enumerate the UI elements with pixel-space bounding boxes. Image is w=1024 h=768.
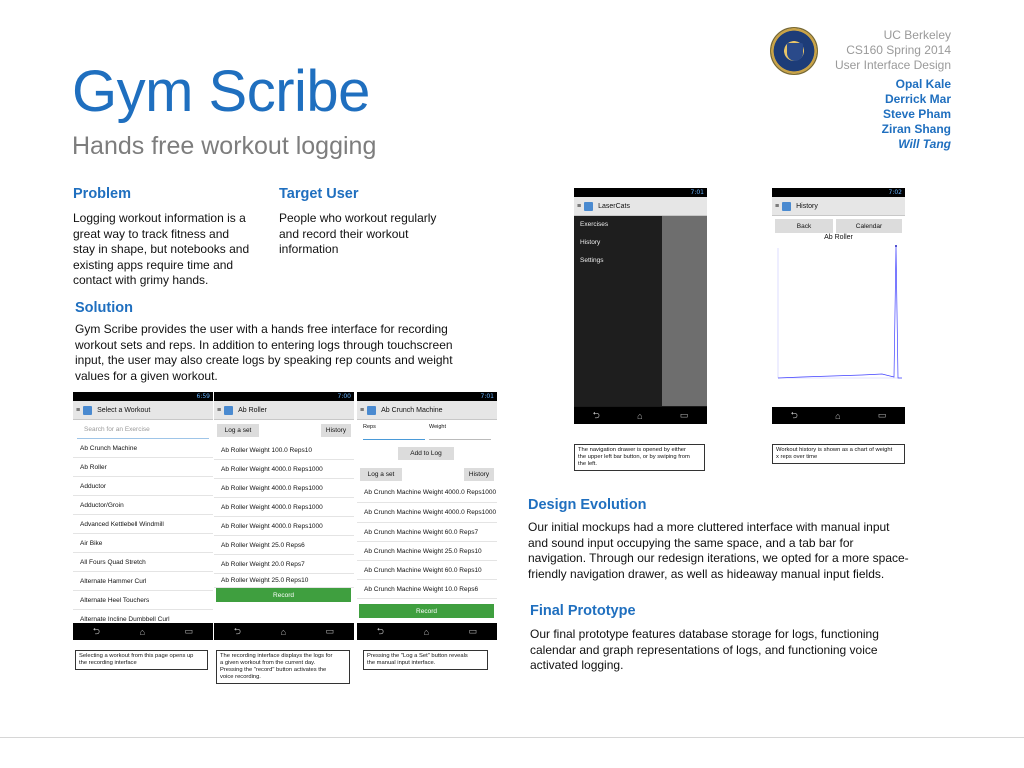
log-entry: Ab Crunch Machine Weight 4000.0 Reps1000 — [357, 503, 497, 523]
add-to-log-button[interactable]: Add to Log — [398, 447, 454, 460]
text-line: and sound input occupying the same space, and a tab bar for — [528, 535, 854, 550]
home-icon[interactable]: ⌂ — [835, 410, 841, 421]
solution-heading: Solution — [75, 300, 133, 316]
list-item[interactable]: Alternate Hammer Curl — [73, 572, 213, 591]
menu-icon[interactable]: ≡ — [577, 202, 582, 210]
screenshot-nav-drawer — [574, 188, 707, 424]
android-nav-bar — [214, 623, 354, 640]
text-line: calendar and graph representations of logs, and functioning voice — [530, 642, 878, 657]
recents-icon[interactable]: ▭ — [679, 410, 689, 420]
recents-icon[interactable]: ▭ — [877, 410, 887, 420]
clock: 7:01 — [690, 189, 704, 196]
status-bar — [772, 188, 905, 197]
authors-block — [882, 77, 951, 152]
screenshot-ab-roller — [214, 392, 354, 640]
list-item[interactable]: Ab Roller — [73, 458, 213, 477]
android-nav-bar — [772, 407, 905, 424]
status-bar — [357, 392, 497, 401]
action-bar — [357, 401, 497, 420]
text-line: existing apps require time and — [73, 257, 234, 272]
list-item[interactable]: Adductor — [73, 477, 213, 496]
list-item[interactable]: Alternate Incline Dumbbell Curl — [73, 610, 213, 629]
poster-title: Gym Scribe — [72, 59, 370, 124]
caption-ab-crunch — [363, 650, 488, 670]
log-a-set-button[interactable]: Log a set — [360, 468, 402, 481]
caption-line: The navigation drawer is opened by either — [578, 447, 686, 453]
drawer-item[interactable]: Exercises — [580, 221, 609, 228]
list-item[interactable]: Air Bike — [73, 534, 213, 553]
log-entry: Ab Roller Weight 25.0 Reps10 — [214, 574, 354, 588]
android-nav-bar — [357, 623, 497, 640]
menu-icon[interactable]: ≡ — [775, 202, 780, 210]
caption-history — [772, 444, 905, 464]
text-line: activated logging. — [530, 658, 624, 672]
caption-line: Pressing the "Log a Set" button reveals — [367, 653, 468, 659]
institution-block — [835, 28, 951, 73]
list-item[interactable]: All Fours Quad Stretch — [73, 553, 213, 572]
log-list — [357, 483, 497, 599]
log-entry: Ab Crunch Machine Weight 4000.0 Reps1000 — [357, 483, 497, 503]
android-nav-bar — [73, 623, 213, 640]
institution-line: UC Berkeley — [883, 28, 951, 42]
text-line: Logging workout information is a — [73, 211, 246, 225]
text-line: Gym Scribe provides the user with a hands free interface for recording — [75, 322, 448, 336]
back-icon[interactable]: ⮌ — [233, 625, 242, 636]
weight-label: Weight — [429, 424, 447, 430]
author-name: Ziran Shang — [881, 122, 951, 136]
app-icon — [584, 202, 593, 211]
log-entry: Ab Crunch Machine Weight 60.0 Reps10 — [357, 561, 497, 580]
caption-line: the manual input interface. — [367, 660, 436, 666]
back-icon[interactable]: ⮌ — [92, 625, 101, 636]
recents-icon[interactable]: ▭ — [468, 626, 478, 636]
reps-input[interactable] — [363, 432, 425, 440]
text-line: values for a given workout. — [75, 368, 218, 383]
caption-ab-roller — [216, 650, 350, 684]
clock: 7:02 — [888, 189, 902, 196]
text-line: navigation. Through our redesign iterations, we opted for a more space- — [528, 551, 909, 565]
log-list — [214, 441, 354, 588]
back-icon[interactable]: ⮌ — [790, 409, 798, 420]
institution-line: CS160 Spring 2014 — [846, 43, 951, 57]
recents-icon[interactable]: ▭ — [325, 626, 335, 636]
problem-text — [73, 211, 249, 289]
action-bar — [214, 401, 354, 420]
home-icon[interactable]: ⌂ — [637, 410, 643, 421]
clock: 6:59 — [196, 393, 210, 400]
drawer-item[interactable]: Settings — [580, 257, 604, 264]
final-prototype-heading: Final Prototype — [530, 603, 636, 619]
back-button[interactable]: Back — [775, 219, 833, 233]
caption-line: the upper left bar button, or by swiping from — [578, 454, 690, 460]
design-evolution-heading: Design Evolution — [528, 497, 647, 513]
author-name: Opal Kale — [895, 77, 951, 91]
screenshot-select-workout — [73, 392, 213, 640]
record-button[interactable]: Record — [216, 588, 351, 602]
list-item[interactable]: Alternate Heel Touchers — [73, 591, 213, 610]
log-entry: Ab Roller Weight 25.0 Reps6 — [214, 536, 354, 555]
home-icon[interactable]: ⌂ — [139, 626, 146, 637]
weight-input[interactable] — [429, 432, 491, 440]
list-item[interactable]: Advanced Kettlebell Windmill — [73, 515, 213, 534]
text-line: Our initial mockups had a more cluttered interface with manual input — [528, 520, 890, 534]
log-entry: Ab Roller Weight 100.0 Reps10 — [214, 441, 354, 460]
screen-title: History — [796, 202, 818, 210]
home-icon[interactable]: ⌂ — [280, 626, 287, 637]
menu-icon[interactable]: ≡ — [76, 406, 81, 414]
log-entry: Ab Crunch Machine Weight 10.0 Reps6 — [357, 580, 497, 599]
text-line: Our final prototype features database storage for logs, functioning — [530, 627, 879, 641]
author-name: Derrick Mar — [884, 92, 951, 106]
text-line: information — [279, 242, 339, 256]
caption-line: a given workout from the current day. — [220, 660, 316, 666]
history-button[interactable]: History — [321, 424, 351, 437]
app-icon — [224, 406, 233, 415]
clock: 7:00 — [337, 393, 351, 400]
solution-text — [75, 322, 453, 384]
log-a-set-button[interactable]: Log a set — [217, 424, 259, 437]
back-icon[interactable]: ⮌ — [592, 409, 600, 420]
menu-icon[interactable]: ≡ — [217, 406, 222, 414]
institution-line: User Interface Design — [834, 58, 951, 72]
screen-title: Ab Roller — [238, 406, 267, 414]
text-line: input, the user may also create logs by speaking rep counts and weight — [75, 353, 453, 367]
exercise-search-input[interactable]: Search for an Exercise — [77, 420, 209, 439]
record-button[interactable]: Record — [359, 604, 494, 618]
toolbar — [772, 216, 905, 236]
navigation-drawer — [574, 216, 662, 406]
home-icon[interactable]: ⌂ — [423, 626, 430, 637]
log-entry: Ab Roller Weight 4000.0 Reps1000 — [214, 517, 354, 536]
log-entry: Ab Crunch Machine Weight 60.0 Reps7 — [357, 523, 497, 542]
screen-title: Select a Workout — [97, 406, 151, 414]
action-bar — [73, 401, 213, 420]
text-line: and record their workout — [279, 226, 409, 241]
manual-input-panel — [357, 420, 497, 466]
author-name: Will Tang — [898, 137, 951, 151]
problem-heading: Problem — [73, 186, 132, 202]
calendar-button[interactable]: Calendar — [836, 219, 902, 233]
toolbar — [214, 420, 354, 441]
log-entry: Ab Roller Weight 4000.0 Reps1000 — [214, 479, 354, 498]
screenshot-history — [772, 188, 905, 424]
exercise-list — [73, 439, 213, 629]
caption-line: voice recording. — [220, 674, 261, 680]
caption-line: x reps over time — [776, 454, 818, 460]
history-line-chart — [772, 244, 905, 384]
text-line: workout sets and reps. In addition to entering logs through touchscreen — [75, 337, 453, 352]
caption-line: Selecting a workout from this page opens up — [79, 653, 194, 659]
caption-line: Workout history is shown as a chart of weight — [776, 447, 893, 453]
text-line: contact with grimy hands. — [73, 273, 209, 287]
log-entry: Ab Roller Weight 4000.0 Reps1000 — [214, 498, 354, 517]
chart-title: Ab Roller — [824, 234, 853, 241]
caption-line: The recording interface displays the logs for — [220, 653, 333, 659]
app-icon — [83, 406, 92, 415]
app-icon — [782, 202, 791, 211]
text-line: great way to track fitness and — [73, 226, 230, 241]
clock: 7:01 — [480, 393, 494, 400]
author-name: Steve Pham — [882, 107, 951, 121]
status-bar — [574, 188, 707, 197]
caption-line: the left. — [578, 461, 598, 467]
log-entry: Ab Crunch Machine Weight 25.0 Reps10 — [357, 542, 497, 561]
drawer-item[interactable]: History — [580, 239, 601, 246]
caption-select-workout — [75, 650, 208, 670]
design-evolution-text — [528, 520, 909, 582]
recents-icon[interactable]: ▭ — [184, 626, 194, 636]
list-item[interactable]: Adductor/Groin — [73, 496, 213, 515]
chart-series-line — [778, 246, 902, 378]
history-button[interactable]: History — [464, 468, 494, 481]
log-entry: Ab Roller Weight 4000.0 Reps1000 — [214, 460, 354, 479]
reps-label: Reps — [363, 424, 376, 430]
status-bar — [214, 392, 354, 401]
screen-title: Ab Crunch Machine — [381, 406, 443, 414]
log-entry: Ab Roller Weight 20.0 Reps7 — [214, 555, 354, 574]
toolbar — [357, 466, 497, 483]
text-line: friendly navigation drawer, as well as hideaway manual input fields. — [528, 566, 885, 581]
action-bar — [574, 197, 707, 216]
caption-nav-drawer — [574, 444, 705, 471]
target-user-heading: Target User — [279, 186, 359, 202]
text-line: stay in shape, but notebooks and — [73, 242, 250, 256]
list-item[interactable]: Ab Crunch Machine — [73, 439, 213, 458]
android-nav-bar — [574, 407, 707, 424]
caption-line: the recording interface — [79, 660, 137, 666]
action-bar — [772, 197, 905, 216]
screen-title: LaserCats — [598, 202, 630, 210]
poster-subtitle: Hands free workout logging — [72, 132, 377, 160]
footer-divider — [0, 737, 1024, 738]
chart-point — [895, 245, 897, 247]
final-prototype-text — [530, 627, 879, 674]
target-user-text — [279, 211, 436, 258]
screenshot-ab-crunch — [357, 392, 497, 640]
dimmed-content — [662, 216, 707, 406]
status-bar — [73, 392, 213, 401]
menu-icon[interactable]: ≡ — [360, 406, 365, 414]
uc-berkeley-seal-icon — [770, 27, 818, 75]
back-icon[interactable]: ⮌ — [376, 625, 385, 636]
app-icon — [367, 406, 376, 415]
caption-line: Pressing the "record" button activates the — [220, 667, 327, 673]
text-line: People who workout regularly — [279, 211, 437, 225]
